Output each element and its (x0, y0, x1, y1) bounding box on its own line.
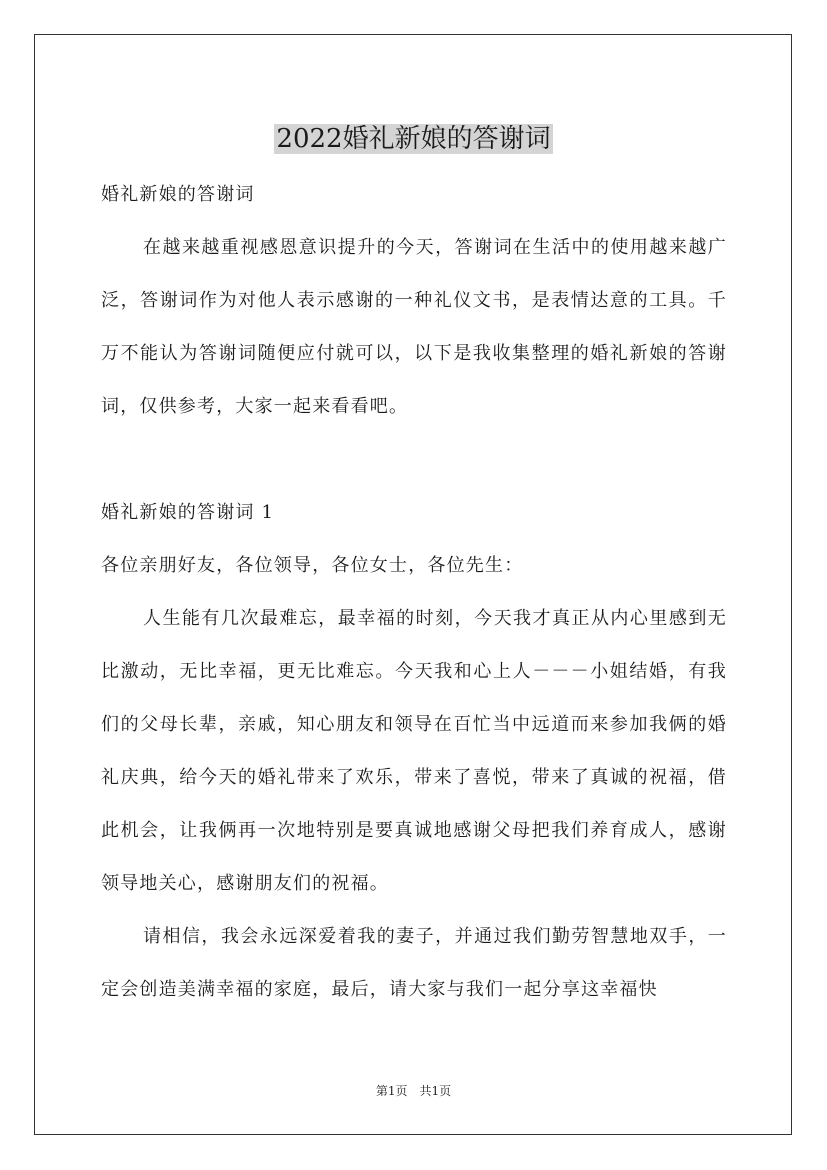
section-heading: 婚礼新娘的答谢词 (101, 184, 255, 205)
page-number: 第1页 (375, 1084, 408, 1098)
page-total: 共1页 (419, 1084, 452, 1098)
paragraph-gap (101, 433, 727, 486)
page-footer (0, 1081, 827, 1101)
speech-paragraph: 请相信，我会永远深爱着我的妻子，并通过我们勤劳智慧地双手，一定会创造美满幸福的家庭，最后，请大家与我们一起分享这幸福快 (101, 926, 727, 1000)
document-title (0, 117, 827, 161)
document-body (101, 168, 727, 1016)
salutation: 各位亲朋好友，各位领导，各位女士，各位先生： (101, 555, 524, 576)
speech-heading: 婚礼新娘的答谢词 1 (101, 502, 275, 523)
speech-paragraph: 人生能有几次最难忘，最幸福的时刻，今天我才真正从内心里感到无比激动，无比幸福，更无比难忘。今天我和心上人－－－小姐结婚，有我们的父母长辈，亲戚，知心朋友和领导在百忙当中远道而来参加我俩的婚礼庆典，给今天的婚礼带来了欢乐，带来了喜悦，带来了真诚的祝福，借此机会，让我俩再一次地特别是要真诚地感谢父母把我们养育成人，感谢领导地关心，感谢朋友们的祝福。 (101, 608, 727, 894)
intro-paragraph: 在越来越重视感恩意识提升的今天，答谢词在生活中的使用越来越广泛，答谢词作为对他人表示感谢的一种礼仪文书，是表情达意的工具。千万不能认为答谢词随便应付就可以，以下是我收集整理的婚礼新娘的答谢词，仅供参考，大家一起来看看吧。 (101, 237, 727, 417)
title-text: 2022婚礼新娘的答谢词 (276, 124, 551, 155)
